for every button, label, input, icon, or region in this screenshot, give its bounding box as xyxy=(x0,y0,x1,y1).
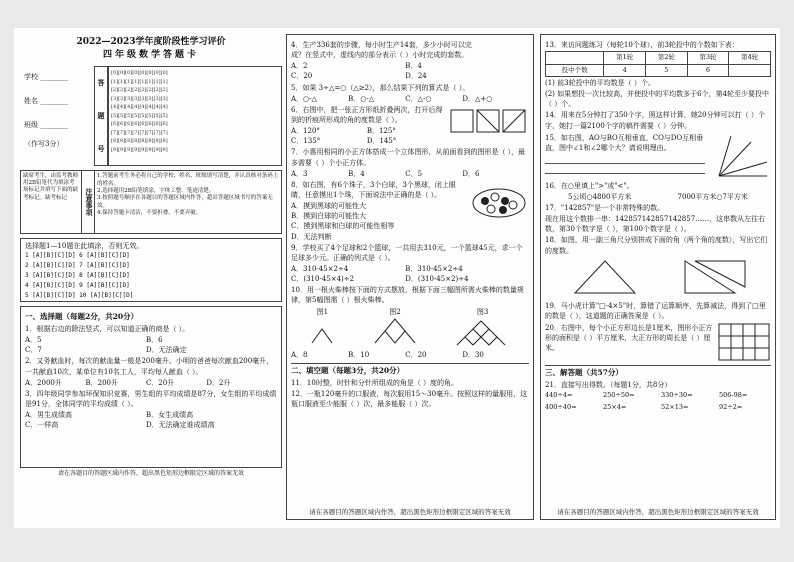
question-4-options xyxy=(291,61,529,81)
table-header: 第3轮 xyxy=(687,52,729,64)
compare-b[interactable]: 7000平方米○7平方米 xyxy=(677,192,748,201)
question-8: 8．如右图，有6个珠子，3个白球，3个黑球，闭上眼睛，任意摸出1个珠，下面说法中正确的是（ ）。 xyxy=(291,180,456,199)
table-cell: 5 xyxy=(645,64,687,76)
option: B．4 xyxy=(405,62,422,71)
exam-title: 2022—2023学年度阶段性学习评价 xyxy=(76,37,226,47)
option: A．310-45×2÷4 xyxy=(291,264,349,273)
mc-row[interactable]: 2 [A][B][C][D] 7 [A][B][C][D] xyxy=(25,262,130,270)
option: A．2000升 xyxy=(25,378,62,387)
option: D．145° xyxy=(366,137,397,146)
option: C．△-○ xyxy=(405,94,432,103)
matchstick-figures xyxy=(291,307,529,350)
option: B．6 xyxy=(145,336,163,345)
matchstick-figure-3 xyxy=(453,317,513,347)
question-3: 3．四年级同学参加环保知识竞赛，男生组的平均成绩是87分，女生组的平均成绩是91分，全体同学的平均成绩（ ）。 xyxy=(25,389,277,408)
column-right xyxy=(540,34,776,520)
option: B．10 xyxy=(348,350,370,359)
option: D．无法判断 xyxy=(291,232,332,241)
question-2: 2．又务献血时，每次的献血量一般是200毫升。小明的爸爸每次献血200毫升，一共献血10次，某单位有10名工人，平均每人献血（ ）。 xyxy=(25,357,274,376)
section-3-title: 三、解答题（共57分） xyxy=(545,365,771,379)
calc-item[interactable]: 400÷40= xyxy=(545,402,577,411)
option: A．8 xyxy=(291,350,308,359)
calc-item[interactable]: 52×13= xyxy=(661,402,689,411)
option: D．无法确定 xyxy=(145,346,187,355)
option: C．摸到黑球和白球的可能性相等 xyxy=(291,222,395,231)
question-8-options xyxy=(291,201,469,242)
mc-bubble-area[interactable] xyxy=(20,238,282,302)
mc-title: 选择题1—10题在此填涂，否则无效。 xyxy=(25,242,144,251)
question-16: 16．在○里填上">"或"<"。 xyxy=(545,181,634,190)
option: B．4 xyxy=(348,169,365,178)
section-1-title: 一、选择题（每题2分，共20分） xyxy=(25,312,139,322)
option: A．○-△ xyxy=(291,94,317,103)
option: A．2 xyxy=(291,62,308,71)
answer-line[interactable] xyxy=(545,164,705,174)
option: B．125° xyxy=(366,127,396,136)
figure-label: 图2 xyxy=(389,307,401,316)
question-18: 18．如图，用一副三角尺分别拼成下面的角（两个角的度数），写出它们的度数。 xyxy=(545,236,768,255)
calc-item[interactable]: 25×4= xyxy=(603,402,627,411)
label-topic: 题 xyxy=(97,111,105,120)
table-cell: 4 xyxy=(604,64,646,76)
school-label: 学校 xyxy=(24,73,38,82)
question-17: 17．"142857"是一个非常特殊的数。 xyxy=(545,203,665,212)
exam-subtitle: 四年级数学答题卡 xyxy=(102,50,199,61)
calc-item[interactable]: 250÷50= xyxy=(603,391,635,400)
answer-line[interactable] xyxy=(545,154,705,164)
notice-2: 2.选择题用2B铅笔填涂，字体工整、笔迹清楚。 xyxy=(97,187,215,194)
option: D．2升 xyxy=(206,378,231,387)
notice-1: 1.答题前考生务必将自己的学校、姓名、班级填写清楚，并认真核对条码上的姓名。 xyxy=(97,173,279,187)
calc-item[interactable]: 506-98= xyxy=(719,391,748,400)
question-13-b: (2) 如果想投一次比较高，并使投中的平均数多于6个，第4轮至少要投中（ ）个。 xyxy=(545,90,770,109)
column-left xyxy=(20,34,282,479)
question-21: 21．直接写出得数。（每题1分，共8分） xyxy=(545,380,672,389)
mental-math-grid xyxy=(545,391,771,412)
figure-label: 图3 xyxy=(476,307,489,316)
option: B．○-△ xyxy=(348,94,375,103)
mc-row[interactable]: 1 [A][B][C][D] 6 [A][B][C][D] xyxy=(25,252,130,260)
folded-square-figure xyxy=(449,104,529,140)
option: A．男生成绩高 xyxy=(25,411,73,420)
option: A．120° xyxy=(291,127,320,136)
question-14: 14．用来在5分钟打了350个字，照这样计算，她20分钟可以打（ ）个字，她打一篇2100个字的稿件需要（ ）分钟。 xyxy=(545,111,765,130)
beads-bag-figure xyxy=(469,179,529,219)
option: C．135° xyxy=(291,137,321,146)
absent-note: 缺席考生，由监考教师用2B铅笔代为填涂考场标记并填写下面的缺考标记。缺考标记 xyxy=(21,171,82,233)
question-3-options xyxy=(25,410,277,430)
calc-item[interactable]: 330÷30= xyxy=(661,391,693,400)
question-7: 7．小惠用相同的小正方体搭成一个立体图形，从前面看到的图形是（ ），最多需要（ ）个小正方体。 xyxy=(291,148,526,167)
option: D．24 xyxy=(405,72,427,81)
option: D．(310-45×2)÷4 xyxy=(405,275,469,284)
table-header: 第4轮 xyxy=(729,52,771,64)
question-6: 6．右图中，把一张正方形纸折叠两次，打开后得到的折痕所形成的角的度数是（ ）。 xyxy=(291,105,443,124)
question-5-options xyxy=(291,94,529,104)
option: C．20 xyxy=(405,350,427,359)
class-field[interactable]: ________ xyxy=(40,121,69,130)
option: B．女生成绩高 xyxy=(145,411,194,420)
question-7-options xyxy=(291,169,529,179)
question-10: 10．用一根火柴棒按下面的方式摆放，根据下面三幅图所需火柴棒的数量规律，第5幅图需（ ）根火柴棒。 xyxy=(291,286,524,305)
option: C．(310-45×4)÷2 xyxy=(291,275,355,284)
matchstick-figure-2 xyxy=(370,317,420,347)
question-13: 13．来访问题练习（每轮10个球），前3轮投中的个数如下表： xyxy=(545,41,739,49)
table-cell[interactable] xyxy=(729,64,771,76)
mc-row[interactable]: 5 [A][B][C][D] 10 [A][B][C][D] xyxy=(25,292,134,300)
question-5: 5．如果 3÷△=○（△≥2），那么结果下列的算式是（ ）。 xyxy=(291,83,470,92)
option: C．5 xyxy=(405,169,423,178)
table-cell: 投中个数 xyxy=(546,64,604,76)
footer-note: 请在各题目的答题区域内作答，超出黑色矩形边框限定区域的答案无效 xyxy=(309,507,511,516)
notes-box xyxy=(20,170,282,234)
question-4: 4．生产336套的步骤，每小时生产14套，多少小时可以完成？在竖式中，虚线内的部分表示（ ）小时完成的套数。 xyxy=(291,41,472,60)
question-10-options xyxy=(291,350,529,360)
perpendicular-angles-figure xyxy=(711,132,771,180)
column-middle xyxy=(286,34,534,520)
question-9-options xyxy=(291,264,529,284)
question-19: 19．马小虎计算"□-4×5"时，算错了运算顺序，先算减法，得到了□里的数是（ ），这道题的正确答案是（ ）。 xyxy=(545,301,766,320)
option: C．20升 xyxy=(145,378,175,387)
option: B．摸到白球的可能性大 xyxy=(291,212,367,221)
table-header: 第1轮 xyxy=(604,52,646,64)
figure-label: 图1 xyxy=(316,307,329,316)
question-15: 15．如右图，AO与BO互相垂直，CO与DO互相垂直，图中∠1和∠2哪个大？请说明理由。 xyxy=(545,133,704,152)
mc-row[interactable]: 4 [A][B][C][D] 9 [A][B][C][D] xyxy=(25,282,130,290)
option: B．310-45×2÷4 xyxy=(405,264,463,273)
mc-row[interactable]: 3 [A][B][C][D] 8 [A][B][C][D] xyxy=(25,272,130,280)
answer-sheet xyxy=(14,28,780,528)
option: B．200升 xyxy=(85,378,118,387)
calc-item[interactable]: 440÷4= xyxy=(545,391,573,400)
score-table xyxy=(545,51,771,77)
matchstick-figure-1 xyxy=(307,317,337,347)
school-field[interactable]: ________ xyxy=(40,73,69,82)
label-answer: 答 xyxy=(97,78,105,88)
section-2-title: 二、填空题（每题3分，共20分） xyxy=(291,363,529,377)
name-label: 姓名 xyxy=(24,97,38,106)
square-grid-figure xyxy=(717,322,771,362)
notice-4: 4.保持答题卡清洁，不要折叠，不要弄破。 xyxy=(97,210,202,217)
footer-note: 请在各题目的答题区域内作答，超出黑色矩形边框限定区域的答案无效 xyxy=(57,470,244,478)
name-field[interactable]: ________ xyxy=(40,97,69,106)
question-2-options xyxy=(25,378,277,388)
question-1-options xyxy=(25,335,277,355)
question-13-a: (1) 前3轮投中的平均数是（ ）个。 xyxy=(545,78,655,87)
student-info xyxy=(20,66,282,166)
option: D．6 xyxy=(462,169,480,178)
option: D．无法确定谁成绩高 xyxy=(145,421,215,430)
option: A．5 xyxy=(25,336,42,345)
label-number: 号 xyxy=(97,143,105,153)
table-header: 第2轮 xyxy=(645,52,687,64)
option: C．7 xyxy=(25,346,42,355)
question-20: 20．右图中，每个小正方形边长是1厘米，图形小正方形的面积是（ ）平方厘米，大正方形的周长是（ ）厘米。 xyxy=(545,324,713,353)
triangle-rulers-figure xyxy=(545,257,771,297)
question-9: 9．学校买了4个足球和2个篮球，一共用去310元，一个篮球45元，求一个足球多少元。正确的列式是（ ）。 xyxy=(291,243,523,262)
option: C．20 xyxy=(291,72,313,81)
question-6-options xyxy=(291,126,449,146)
section-1-box xyxy=(20,306,282,468)
question-11: 11．10时整，时针和分针所组成的角是（ ）度的角。 xyxy=(291,378,459,387)
exam-number-bubbles[interactable]: [0][0][0][0][0][0][0][0] [1][1][1][1][1][1][1][1] [2][2][2][2][2][2][2][2] [3][3][3][3][3][3][3][3] [4][4][4][4][4][4][4][4] [5][5][5][5][5][5][5][5] [6][6][6][6][6][6][6][6] [7][7][7][7][7][7][7][7] [8][8][8][8][8][8][8][8] [9][9][9][9][9][9][9][9] xyxy=(108,66,282,166)
option: D．△+○ xyxy=(462,94,493,103)
writing-note: （作写3分） xyxy=(24,139,64,148)
calc-item[interactable]: 92÷2= xyxy=(719,402,743,411)
exam-number-label xyxy=(94,66,108,166)
notice-3: 3.按照题号顺序在各题目的答题区域内作答，超出答题区域书写的答案无效。 xyxy=(97,195,273,209)
option: C．一样高 xyxy=(25,421,59,430)
notes-title: 注意事项 xyxy=(82,171,95,233)
question-17-a: 现在用这个数排一串：142857142857142857……，这串数从左往右数，第30个数字是（ ），第100个数字是（ ）。 xyxy=(545,215,766,234)
question-12: 12．一瓶120毫升的口服液，每次服用15～30毫升。按照这样的量服用，这瓶口服液至少能服（ ）次，最多能服（ ）次。 xyxy=(291,389,528,409)
footer-note: 请在各题目的答题区域内作答，超出黑色矩形边框限定区域的答案无效 xyxy=(557,507,759,516)
table-cell: 6 xyxy=(687,64,729,76)
option: A．摸到黑球的可能性大 xyxy=(291,202,367,211)
option: A．3 xyxy=(291,169,308,178)
question-1: 1．根据右边的除法竖式，可以知道正确的商是（ ）。 xyxy=(25,324,190,333)
table-header xyxy=(546,52,604,64)
class-label: 班级 xyxy=(24,121,38,130)
option: D．30 xyxy=(462,350,484,359)
compare-a[interactable]: 5公顷○4800平方米 xyxy=(568,192,632,201)
